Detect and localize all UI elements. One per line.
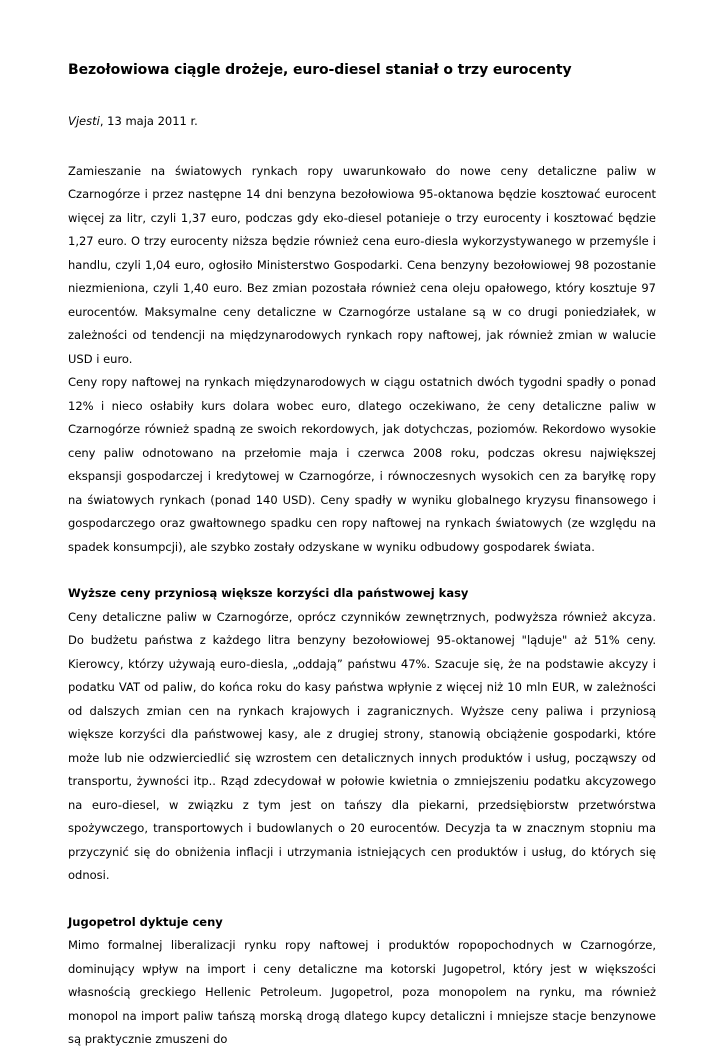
paragraph-2: Ceny ropy naftowej na rynkach międzynarodowych w ciągu ostatnich dwóch tygodni spadły o ponad 12% i nieco osłabiły kurs dolara wobec euro, dlatego oczekiwano, że ceny detaliczne paliw w Czarnogórze również spadną ze swoich rekordowych, jak dotychczas, poziomów. Rekordowo wysokie ceny paliw odnotowano na przełomie maja i czerwca 2008 roku, podczas okresu największej ekspansji gospodarczej i kredytowej w Czarnogórze, i równoczesnych wysokich cen za baryłkę ropy na światowych rynkach (ponad 140 USD). Ceny spadły w wyniku globalnego kryzysu finansowego i gospodarczego oraz gwałtownego spadku cen ropy naftowej na rynkach światowych (ze względu na spadek konsumpcji), ale szybko zostały odzyskane w wyniku odbudowy gospodarek świata.	[68, 375, 656, 554]
section-heading-state-budget: Wyższe ceny przyniosą większe korzyści dla państwowej kasy	[68, 586, 469, 600]
paragraph-1: Zamieszanie na światowych rynkach ropy uwarunkowało do nowe ceny detaliczne paliw w Czarnogórze i przez następne 14 dni benzyna bezołowiowa 95-oktanowa będzie kosztować eurocent więcej za litr, czyli 1,37 euro, podczas gdy eko-diesel potanieje o trzy eurocenty i kosztować będzie 1,27 euro. O trzy eurocenty niższa będzie również cena euro-diesla wykorzystywanego w przemyśle i handlu, czyli 1,04 euro, ogłosiło Ministerstwo Gospodarki. Cena benzyny bezołowiowej 98 pozostanie niezmieniona, czyli 1,40 euro. Bez zmian pozostała również cena oleju opałowego, który kosztuje 97 eurocentów. Maksymalne ceny detaliczne w Czarnogórze ustalane są w co drugi poniedziałek, w zależności od tendencji na międzynarodowych rynkach ropy naftowej, jak również zmian w walucie USD i euro.	[68, 163, 656, 366]
article-source: Vjesti	[68, 114, 100, 128]
section-text-state-budget: Ceny detaliczne paliw w Czarnogórze, oprócz czynników zewnętrznych, podwyższa również akcyza. Do budżetu państwa z każdego litra benzyny bezołowiowej 95-oktanowej "ląduje" aż 51% ceny. Kierowcy, którzy używają euro-diesla, „oddają” państwu 47%. Szacuje się, że na podstawie akcyzy i podatku VAT od paliw, do końca roku do kasy państwa wpłynie z więcej niż 10 mln EUR, w zależności od dalszych zmian cen na rynkach krajowych i zagranicznych. Wyższe ceny paliwa i przyniosą większe korzyści dla państwowej kasy, ale z drugiej strony, stanowią obciążenie gospodarki, które może lub nie odzwierciedlić się wzrostem cen detalicznych innych produktów i usług, począwszy od transportu, żywności itp.. Rząd zdecydował w połowie kwietnia o zmniejszeniu podatku akcyzowego na euro-diesel, w związku z tym jest on tańszy dla piekarni, przedsiębiorstw przetwórstwa spożywczego, transportowych i budowlanych o 20 eurocentów. Decyzja ta w znacznym stopniu ma przyczynić się do obniżenia inflacji i utrzymania istniejących cen produktów i usług, do których się odnosi.	[68, 609, 656, 882]
article-date: , 13 maja 2011 r.	[99, 114, 198, 128]
section-heading-jugopetrol: Jugopetrol dyktuje ceny	[68, 914, 223, 929]
document-page	[68, 60, 656, 1052]
article-byline	[68, 110, 656, 134]
section-text-jugopetrol: Mimo formalnej liberalizacji rynku ropy naftowej i produktów ropopochodnych w Czarnogórze, dominujący wpływ na import i ceny detaliczne ma kotorski Jugopetrol, który jest w większości własnością greckiego Hellenic Petroleum. Jugopetrol, poza monopolem na rynku, ma również monopol na import paliw tańszą morską drogą dlatego kupcy detaliczni i mniejsze stacje benzynowe są praktycznie zmuszeni do	[68, 938, 656, 1046]
article-title: Bezołowiowa ciągle drożeje, euro-diesel staniał o trzy eurocenty	[68, 62, 572, 78]
